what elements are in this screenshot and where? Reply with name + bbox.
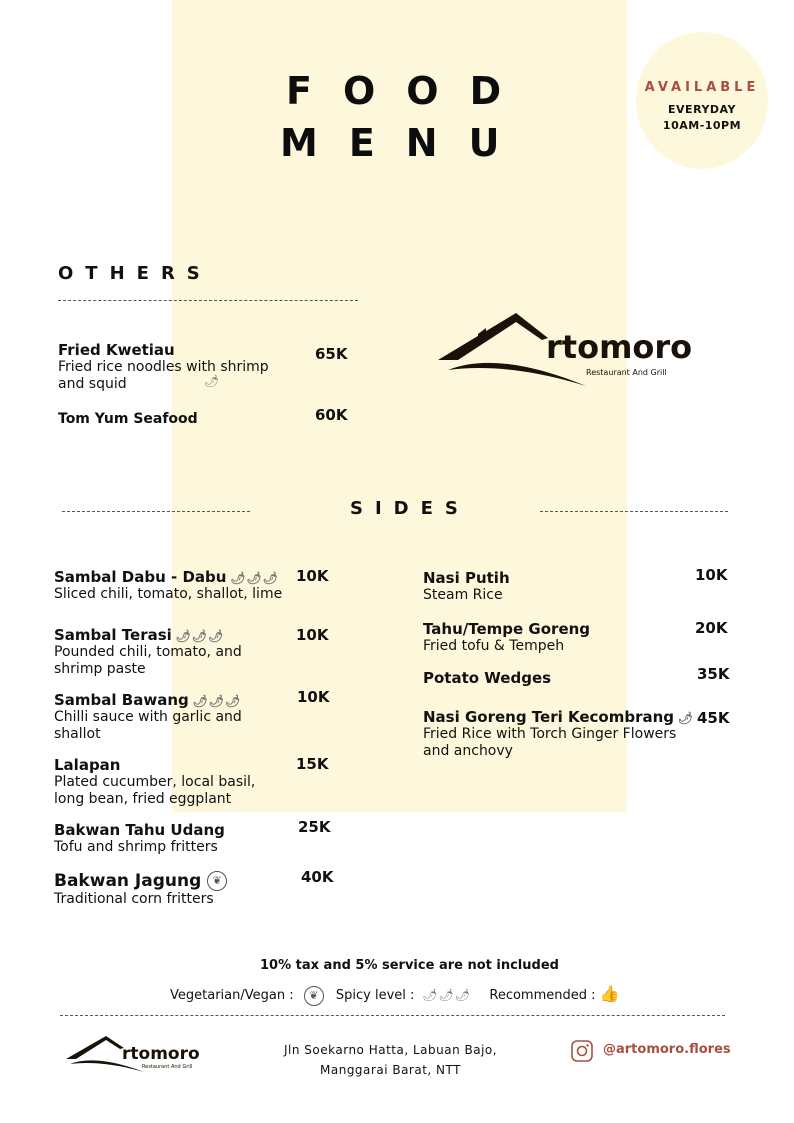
tax-note: 10% tax and 5% service are not included: [260, 958, 559, 973]
section-title-sides: SIDES: [350, 498, 470, 519]
chili-icon: 🌶🌶🌶: [175, 629, 225, 643]
chili-icon: 🌶: [678, 711, 695, 725]
availability-badge: [636, 32, 768, 169]
instagram-handle[interactable]: @artomoro.flores: [603, 1042, 731, 1057]
item-price: 10K: [695, 566, 728, 584]
menu-title-line1: FOOD: [286, 69, 533, 113]
item-name: Tom Yum Seafood: [58, 411, 198, 427]
menu-item: [54, 871, 294, 908]
menu-item: [423, 620, 683, 655]
item-desc: Pounded chili, tomato, and shrimp paste: [54, 644, 242, 677]
menu-item: [54, 821, 294, 856]
item-price: 45K: [697, 709, 730, 727]
item-desc: Steam Rice: [423, 587, 503, 603]
divider: [62, 511, 250, 512]
legend-recommended: Recommended :: [489, 988, 596, 1003]
menu-item: [54, 756, 284, 808]
divider: [58, 300, 358, 301]
badge-available: AVAILABLE: [644, 80, 760, 95]
legend-vegetarian: Vegetarian/Vegan :: [170, 988, 294, 1003]
brand-logo: [438, 310, 728, 390]
item-name: Potato Wedges: [423, 669, 552, 687]
item-desc: Sliced chili, tomato, shallot, lime: [54, 586, 283, 602]
item-name: Bakwan Jagung: [54, 871, 202, 891]
item-desc: Chilli sauce with garlic and shallot: [54, 709, 242, 742]
brand-word: rtomoro: [546, 328, 693, 366]
menu-item: [54, 626, 269, 678]
item-name: Nasi Putih: [423, 569, 510, 587]
item-price: 20K: [695, 619, 728, 637]
item-desc: Fried tofu & Tempeh: [423, 638, 565, 654]
menu-item: [423, 708, 693, 760]
address-line1: Jln Soekarno Hatta, Labuan Bajo,: [284, 1043, 498, 1057]
badge-hours: 10AM-10PM: [662, 119, 742, 132]
chili-icon: 🌶: [204, 374, 221, 388]
footer-brand-tagline: Restaurant And Grill: [142, 1064, 193, 1070]
item-name: Nasi Goreng Teri Kecombrang: [423, 708, 675, 726]
item-name: Lalapan: [54, 756, 121, 774]
item-desc: Traditional corn fritters: [54, 891, 214, 907]
legend-spicy: Spicy level :: [335, 988, 415, 1003]
item-name: Tahu/Tempe Goreng: [423, 620, 591, 638]
item-price: 15K: [296, 755, 329, 773]
address-line2: Manggarai Barat, NTT: [320, 1063, 461, 1077]
item-desc: Fried Rice with Torch Ginger Flowers and anchovy: [423, 726, 677, 759]
footer-brand-word: rtomoro: [122, 1044, 200, 1064]
item-desc: Fried rice noodles with shrimp and squid: [58, 359, 269, 392]
thumbs-up-icon: 👍: [599, 984, 620, 1003]
item-price: 10K: [296, 567, 329, 585]
leaf-icon: ❦: [207, 871, 227, 891]
item-price: 60K: [315, 406, 348, 424]
section-title-others: OTHERS: [58, 263, 212, 284]
menu-title-line2: MENU: [280, 121, 531, 165]
item-desc: Plated cucumber, local basil, long bean, fried eggplant: [54, 774, 256, 807]
menu-item: [54, 568, 294, 603]
item-price: 25K: [298, 818, 331, 836]
instagram-icon: [571, 1040, 593, 1062]
badge-everyday: EVERYDAY: [668, 103, 736, 116]
item-price: 35K: [697, 665, 730, 683]
item-price: 10K: [297, 688, 330, 706]
item-price: 40K: [301, 868, 334, 886]
item-name: Fried Kwetiau: [58, 341, 175, 359]
legend-row: [170, 984, 620, 1006]
menu-item: [423, 569, 683, 604]
item-price: 10K: [296, 626, 329, 644]
chili-icon: 🌶🌶🌶: [422, 988, 472, 1002]
menu-item: [58, 341, 298, 393]
item-name: Sambal Dabu - Dabu: [54, 568, 227, 586]
item-name: Sambal Terasi: [54, 626, 172, 644]
item-name: Bakwan Tahu Udang: [54, 821, 225, 839]
item-price: 65K: [315, 345, 348, 363]
brand-tagline: Restaurant And Grill: [586, 368, 667, 377]
chili-icon: 🌶🌶🌶: [192, 694, 242, 708]
menu-item: [54, 691, 269, 743]
divider: [60, 1015, 725, 1016]
divider: [540, 511, 728, 512]
item-desc: Tofu and shrimp fritters: [54, 839, 218, 855]
leaf-icon: ❦: [304, 986, 324, 1006]
chili-icon: 🌶🌶🌶: [230, 571, 280, 585]
item-name: Sambal Bawang: [54, 691, 189, 709]
footer-logo: [66, 1034, 216, 1074]
